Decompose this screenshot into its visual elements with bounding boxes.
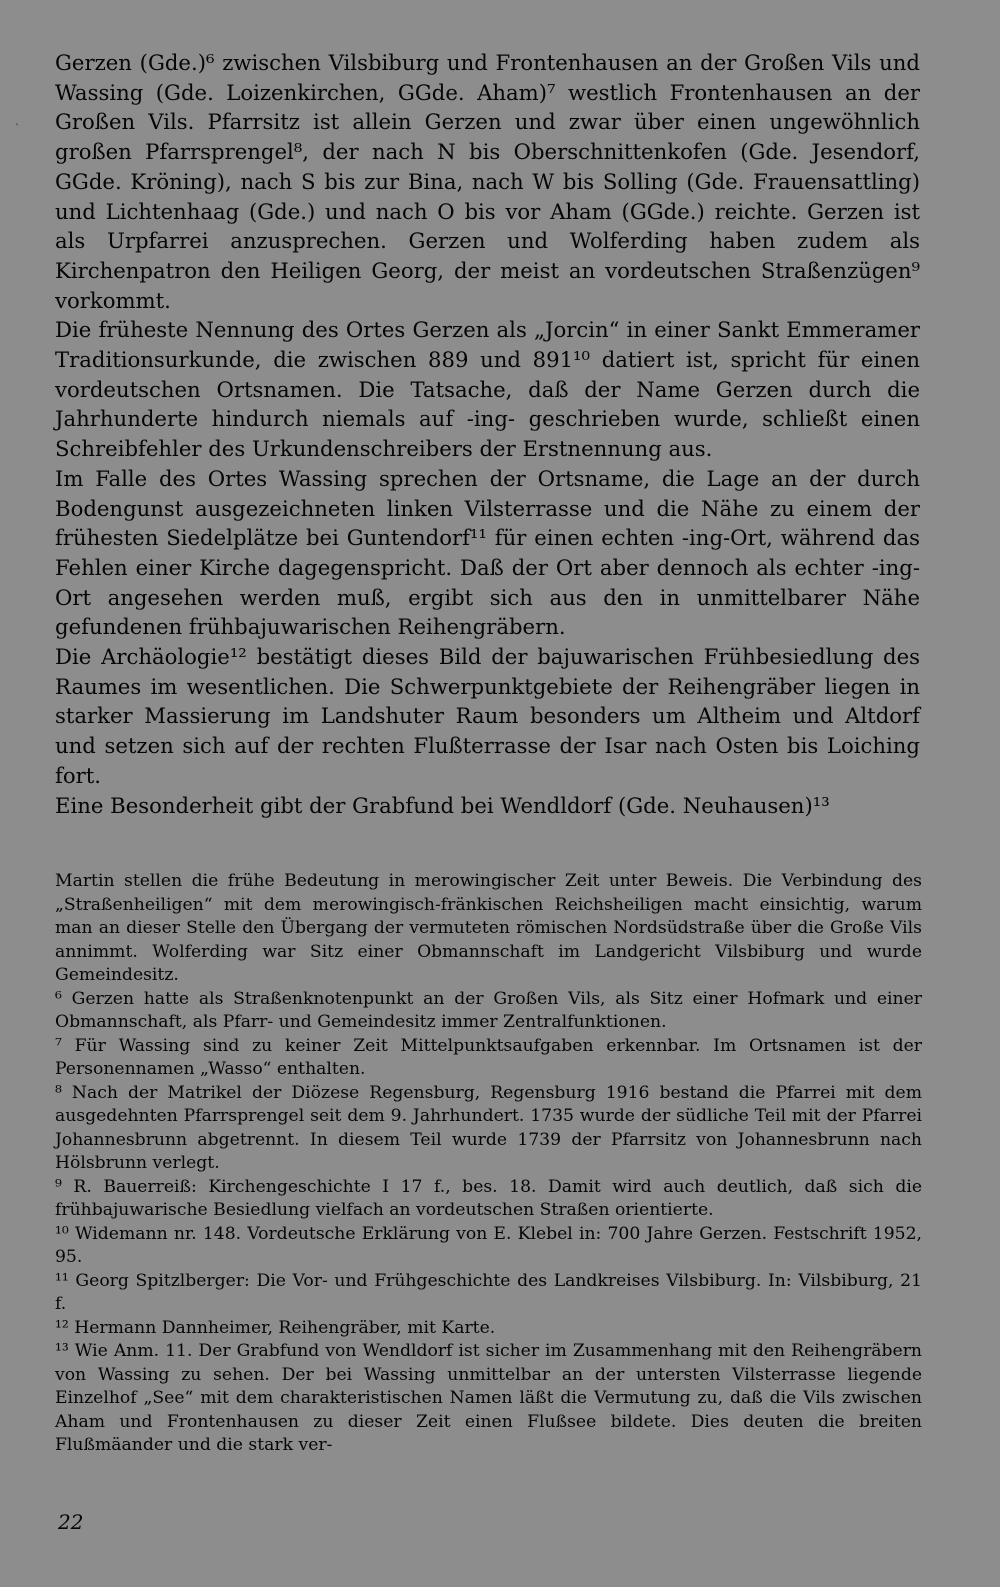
footnote-13: ¹³ Wie Anm. 11. Der Grabfund von Wendldorf ist sicher im Zusammenhang mit den Reihengräbern von Wassing zu sehen. Der bei Wassing unmittelbar an der untersten Vilsterrasse liegende Einzelhof „See“ mit dem charakteristischen Namen läßt die Vermutung zu, daß die Vils zwischen Aham und Frontenhausen zu dieser Zeit einen Flußsee bildete. Dies deuten die breiten Flußmäander und die stark ver- xyxy=(55,1341,922,1455)
footnote-12: ¹² Hermann Dannheimer, Reihengräber, mit Karte. xyxy=(55,1317,496,1338)
footnote-continuation: Martin stellen die frühe Bedeutung in merowingischer Zeit unter Beweis. Die Verbindung des „Straßenheiligen“ mit dem merowingisch-fränkischen Reichsheiligen macht einsichtig, warum man an dieser Stelle den Übergang der vermuteten römischen Nordsüdstraße über die Große Vils annimmt. Wolferding war Sitz einer Obmannschaft im Landgericht Vilsbiburg und wurde Gemeindesitz. xyxy=(55,871,922,985)
footnote-6: ⁶ Gerzen hatte als Straßenknotenpunkt an der Großen Vils, als Sitz einer Hofmark und einer Obmannschaft, als Pfarr- und Gemeindesitz immer Zentralfunktionen. xyxy=(55,988,922,1032)
stray-mark: ˋ xyxy=(15,124,20,135)
page-number: 22 xyxy=(58,1510,84,1534)
main-paragraph-3: Im Falle des Ortes Wassing sprechen der Ortsname, die Lage an der durch Bodengunst ausgezeichneten linken Vilsterrasse und die Nähe zu einem der frühesten Siedelplätze bei Guntendorf¹¹ für einen echten -ing-Ort, während das Fehlen einer Kirche dagegenspricht. Daß der Ort aber dennoch als echter -ing-Ort angesehen werden muß, ergibt sich aus den in unmittelbarer Nähe gefundenen frühbajuwarischen Reihengräbern. xyxy=(55,465,920,640)
main-paragraph-2: Die früheste Nennung des Ortes Gerzen als „Jorcin“ in einer Sankt Emmeramer Traditionsurkunde, die zwischen 889 und 891¹⁰ datiert ist, spricht für einen vordeutschen Ortsnamen. Die Tatsache, daß der Name Gerzen durch die Jahrhunderte hindurch niemals auf -ing- geschrieben wurde, schließt einen Schreibfehler des Urkundenschreibers der Erstnennung aus. xyxy=(55,317,920,462)
main-paragraph-4: Die Archäologie¹² bestätigt dieses Bild der bajuwarischen Frühbesiedlung des Raumes im wesentlichen. Die Schwerpunktgebiete der Reihengräber liegen in starker Massierung im Landshuter Raum besonders um Altheim und Altdorf und setzen sich auf der rechten Flußterrasse der Isar nach Osten bis Loiching fort. xyxy=(55,644,920,788)
footnote-11: ¹¹ Georg Spitzlberger: Die Vor- und Frühgeschichte des Landkreises Vilsbiburg. In: Vilsbiburg, 21 f. xyxy=(55,1270,922,1314)
footnote-10: ¹⁰ Widemann nr. 148. Vordeutsche Erklärung von E. Klebel in: 700 Jahre Gerzen. Festschrift 1952, 95. xyxy=(55,1223,922,1267)
footnote-7: ⁷ Für Wassing sind zu keiner Zeit Mittelpunktsaufgaben erkennbar. Im Ortsnamen ist der Personennamen „Wasso“ enthalten. xyxy=(55,1035,922,1079)
footnotes-section xyxy=(55,870,922,1458)
footnote-9: ⁹ R. Bauerreiß: Kirchengeschichte I 17 f., bes. 18. Damit wird auch deutlich, daß sich die frühbajuwarische Besiedlung vielfach an vordeutschen Straßen orientierte. xyxy=(55,1176,922,1220)
main-text-body xyxy=(55,48,920,820)
main-paragraph-5: Eine Besonderheit gibt der Grabfund bei Wendldorf (Gde. Neuhausen)¹³ xyxy=(55,792,830,818)
main-paragraph-1: Gerzen (Gde.)⁶ zwischen Vilsbiburg und Frontenhausen an der Großen Vils und Wassing (Gde. Loizenkirchen, GGde. Aham)⁷ westlich Frontenhausen an der Großen Vils. Pfarrsitz ist allein Gerzen und zwar über einen ungewöhnlich großen Pfarrsprengel⁸, der nach N bis Oberschnittenkofen (Gde. Jesendorf, GGde. Kröning), nach S bis zur Bina, nach W bis Solling (Gde. Frauensattling) und Lichtenhaag (Gde.) und nach O bis vor Aham (GGde.) reichte. Gerzen ist als Urpfarrei anzusprechen. Gerzen und Wolferding haben zudem als Kirchenpatron den Heiligen Georg, der meist an vordeutschen Straßenzügen⁹ vorkommt. xyxy=(55,50,920,313)
footnote-8: ⁸ Nach der Matrikel der Diözese Regensburg, Regensburg 1916 bestand die Pfarrei mit dem ausgedehnten Pfarrsprengel seit dem 9. Jahrhundert. 1735 wurde der südliche Teil mit der Pfarrei Johannesbrunn abgetrennt. In diesem Teil wurde 1739 der Pfarrsitz von Johannesbrunn nach Hölsbrunn verlegt. xyxy=(55,1082,922,1173)
